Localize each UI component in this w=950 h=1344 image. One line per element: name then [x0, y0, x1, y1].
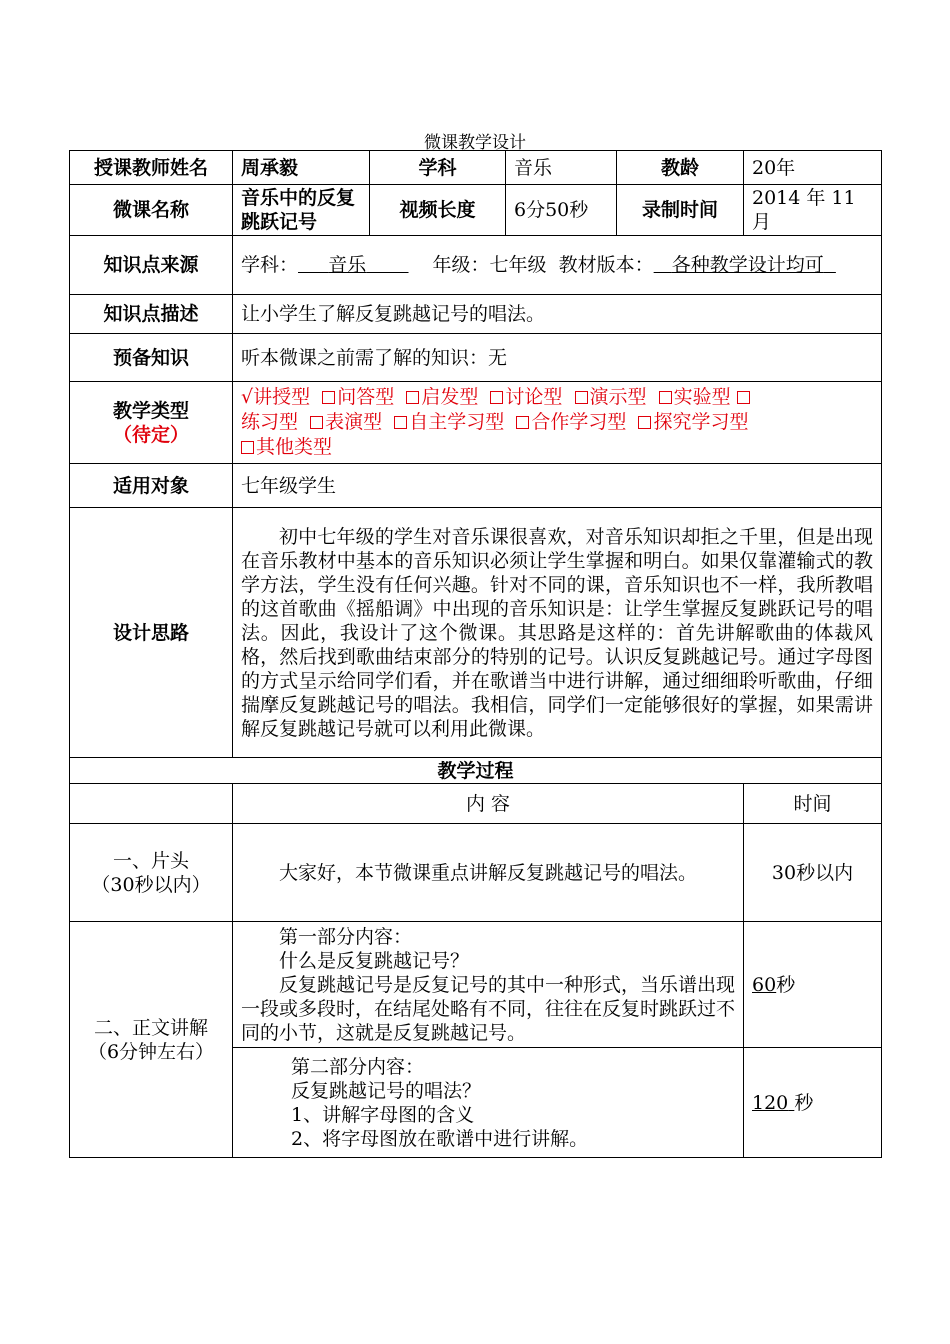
checkbox-icon [659, 391, 672, 404]
source-grade: 年级：七年级 [432, 254, 547, 276]
checkbox-icon [490, 391, 503, 404]
document-title: 微课教学设计 [424, 133, 526, 153]
part1-question: 什么是反复跳越记号？ [279, 949, 470, 972]
part1-time [744, 922, 882, 1048]
teaching-type-row [70, 382, 882, 464]
process-time-header: 时间 [744, 784, 882, 824]
prerequisite-value: 听本微课之前需了解的知识：无 [233, 334, 882, 382]
type-option-discussion: 讨论型 [490, 386, 562, 408]
checkbox-icon [241, 441, 254, 454]
part2-heading: 第二部分内容： [291, 1055, 425, 1078]
process-header: 教学过程 [70, 758, 882, 784]
source-subject-value [298, 254, 409, 276]
type-option-inquiry: 探究学习型 [638, 411, 748, 433]
part1-text: 反复跳越记号是反复记号的其中一种形式，当乐谱出现一段或多段时，在结尾处略有不同，往往在反复时跳跃过不同的小节，这就是反复跳越记号。 [241, 973, 736, 1044]
part1-heading: 第一部分内容： [279, 925, 413, 948]
type-option-other: 其他类型 [241, 436, 332, 458]
checkbox-icon [310, 416, 323, 429]
process-header-row [70, 758, 882, 784]
knowledge-source-value [233, 236, 882, 295]
intro-stage [70, 824, 233, 922]
type-option-qa: 问答型 [322, 386, 394, 408]
part1-time-value: 60 [752, 973, 777, 996]
type-option-cooperative: 合作学习型 [516, 411, 626, 433]
audience-value: 七年级学生 [233, 464, 882, 508]
video-length-label: 视频长度 [370, 185, 506, 236]
part2-time-value: 120 [752, 1091, 789, 1114]
design-idea-text: 初中七年级的学生对音乐课很喜欢，对音乐知识却拒之千里，但是出现在音乐教材中基本的音乐知识必须让学生掌握和明白。如果仅靠灌输式的教学方法，学生没有任何兴趣。针对不同的课，音乐知识也不一样，我所教唱的这首歌曲《摇船调》中出现的音乐知识是：让学生掌握反复跳跃记号的唱法。因此，我设计了这个微课。其思路是这样的：首先讲解歌曲的体裁风格，然后找到歌曲结束部分的特别的记号。认识反复跳越记号。通过字母图的方式呈示给同学们看，并在歌谱当中进行讲解，通过细细聆听歌曲，仔细揣摩反复跳越记号的唱法。我相信，同学们一定能够很好的掌握，如果需讲解反复跳越记号就可以利用此微课。 [233, 508, 882, 758]
body-stage [70, 922, 233, 1158]
teacher-label: 授课教师姓名 [70, 151, 233, 185]
checkbox-icon [737, 391, 750, 404]
part2-time-unit: 秒 [794, 1091, 814, 1114]
intro-row [70, 824, 882, 922]
process-stage-header [70, 784, 233, 824]
process-columns-row [70, 784, 882, 824]
intro-time: 30秒以内 [744, 824, 882, 922]
record-time-value: 2014 年 11 月 [744, 185, 882, 236]
subject-label: 学科 [370, 151, 506, 185]
teacher-row [70, 151, 882, 185]
part2-question: 反复跳越记号的唱法？ [291, 1079, 482, 1102]
intro-content: 大家好，本节微课重点讲解反复跳越记号的唱法。 [233, 824, 744, 922]
checkbox-icon [575, 391, 588, 404]
teacher-value: 周承毅 [233, 151, 370, 185]
audience-row [70, 464, 882, 508]
teaching-type-label-cell [70, 382, 233, 464]
course-row [70, 185, 882, 236]
part2-content [233, 1048, 744, 1158]
knowledge-description-row [70, 295, 882, 334]
type-option-performance: 表演型 [310, 411, 382, 433]
intro-sublabel: （30秒以内） [91, 873, 211, 896]
video-length-value: 6分50秒 [506, 185, 617, 236]
source-subject-text: 音乐 [328, 254, 367, 276]
checkbox-icon [322, 391, 335, 404]
source-edition-value [654, 254, 836, 276]
knowledge-description-label: 知识点描述 [70, 295, 233, 334]
audience-label: 适用对象 [70, 464, 233, 508]
knowledge-source-label: 知识点来源 [70, 236, 233, 295]
checkbox-icon [406, 391, 419, 404]
type-option-demo: 演示型 [575, 386, 647, 408]
part1-content [233, 922, 744, 1048]
lesson-design-table [69, 150, 882, 1158]
part2-time [744, 1048, 882, 1158]
part2-item-2: 2、将字母图放在歌谱中进行讲解。 [291, 1127, 589, 1150]
knowledge-source-row [70, 236, 882, 295]
teaching-age-label: 教龄 [617, 151, 744, 185]
type-option-lecture: √讲授型 [241, 386, 311, 408]
type-option-self-study: 自主学习型 [394, 411, 504, 433]
checkbox-icon [516, 416, 529, 429]
body-sublabel: （6分钟左右） [87, 1040, 215, 1063]
prerequisite-row [70, 334, 882, 382]
type-option-experiment: 实验型 [659, 386, 731, 408]
process-content-header: 内 容 [233, 784, 744, 824]
design-idea-label: 设计思路 [70, 508, 233, 758]
body-part1-row [70, 922, 882, 1048]
teaching-type-sublabel: （待定） [112, 423, 189, 446]
design-idea-row [70, 508, 882, 758]
type-option-practice: 练习型 [241, 411, 299, 433]
record-time-label: 录制时间 [617, 185, 744, 236]
knowledge-description-value: 让小学生了解反复跳越记号的唱法。 [233, 295, 882, 334]
source-edition-prefix: 教材版本： [558, 254, 654, 276]
body-label: 二、正文讲解 [93, 1016, 208, 1039]
teaching-type-options [233, 382, 882, 464]
part2-item-1: 1、讲解字母图的含义 [291, 1103, 475, 1126]
prerequisite-label: 预备知识 [70, 334, 233, 382]
course-name-label: 微课名称 [70, 185, 233, 236]
checkbox-icon [638, 416, 651, 429]
part1-time-unit: 秒 [776, 973, 796, 996]
teaching-type-label: 教学类型 [112, 399, 189, 422]
source-subject-prefix: 学科： [241, 254, 299, 276]
intro-label: 一、片头 [112, 849, 189, 872]
subject-value: 音乐 [506, 151, 617, 185]
checkbox-icon [394, 416, 407, 429]
type-option-heuristic: 启发型 [406, 386, 478, 408]
source-edition-text: 各种教学设计均可 [671, 254, 824, 276]
course-name-value: 音乐中的反复跳跃记号 [233, 185, 370, 236]
teaching-age-value: 20年 [744, 151, 882, 185]
